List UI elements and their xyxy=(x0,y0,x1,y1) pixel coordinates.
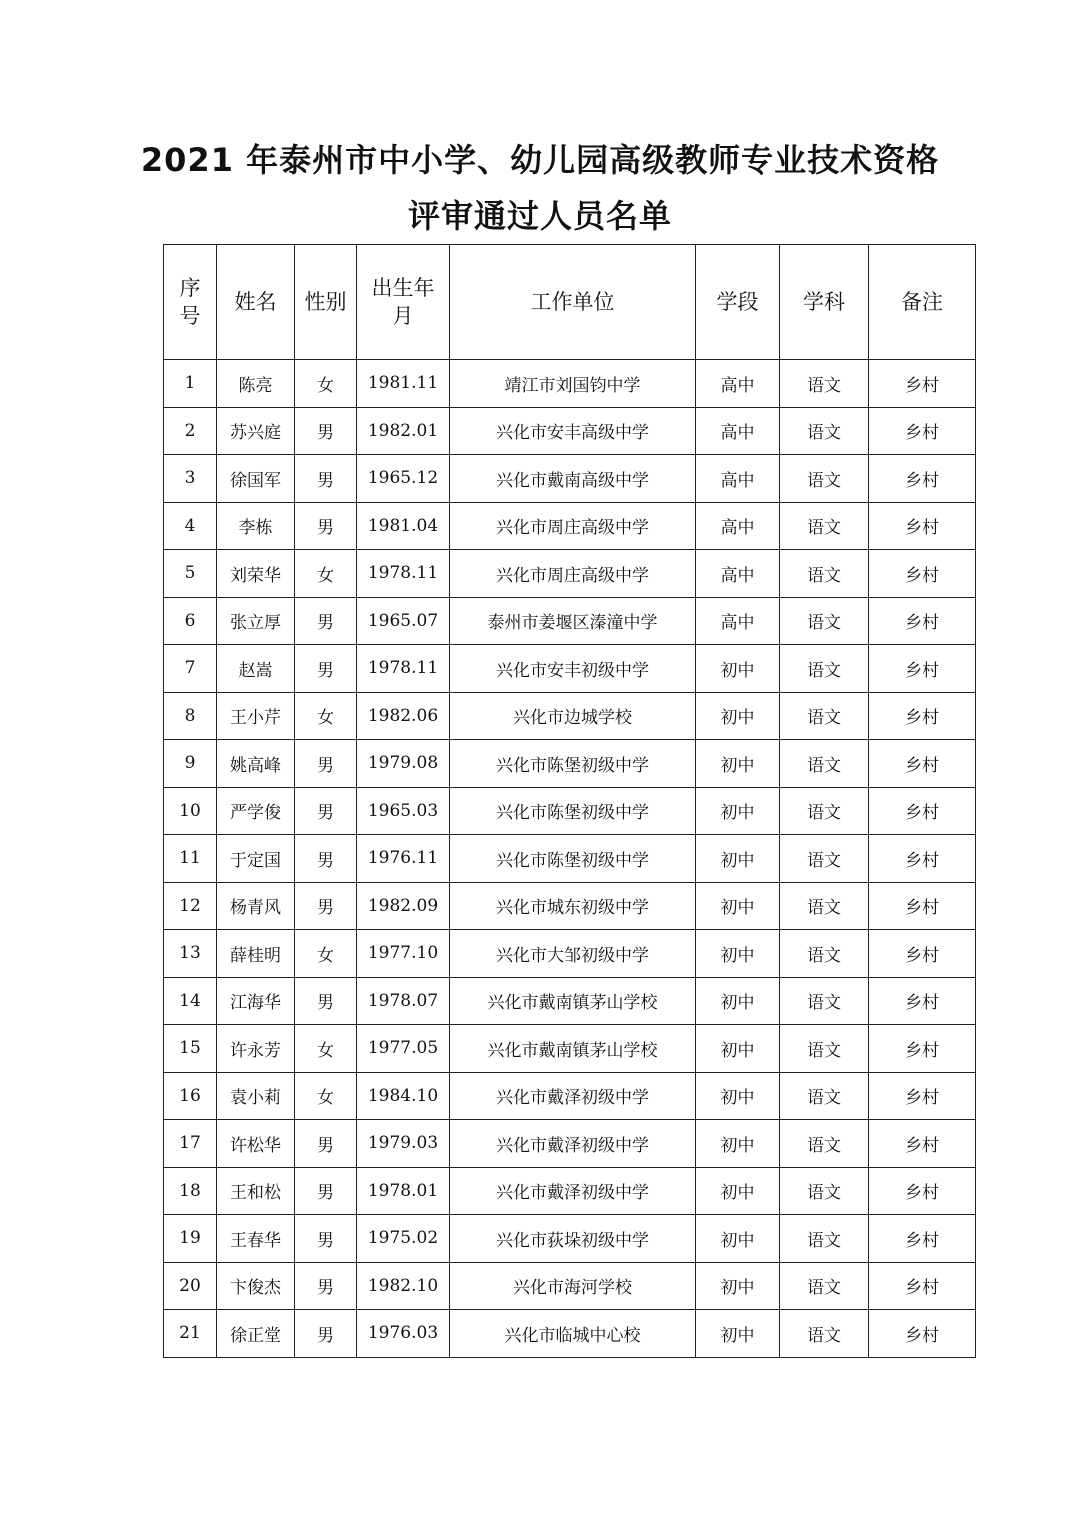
cell-serial: 15 xyxy=(164,1025,217,1073)
cell-birth-date: 1981.11 xyxy=(357,360,450,408)
cell-school-level: 初中 xyxy=(696,882,780,930)
cell-school-level: 初中 xyxy=(696,1215,780,1263)
cell-school-level: 初中 xyxy=(696,835,780,883)
table-row xyxy=(164,740,976,788)
cell-school-level: 高中 xyxy=(696,550,780,598)
cell-serial: 8 xyxy=(164,692,217,740)
cell-remarks: 乡村 xyxy=(869,1215,976,1263)
table-row xyxy=(164,455,976,503)
cell-remarks: 乡村 xyxy=(869,455,976,503)
cell-remarks: 乡村 xyxy=(869,1120,976,1168)
table-row xyxy=(164,502,976,550)
cell-serial: 20 xyxy=(164,1262,217,1310)
table-row xyxy=(164,1215,976,1263)
cell-gender: 男 xyxy=(295,835,357,883)
cell-school-level: 初中 xyxy=(696,1167,780,1215)
header-serial: 序号 xyxy=(164,245,217,360)
cell-gender: 女 xyxy=(295,1025,357,1073)
teacher-roster-table xyxy=(163,244,976,1358)
cell-serial: 2 xyxy=(164,407,217,455)
table-row xyxy=(164,787,976,835)
cell-birth-date: 1979.08 xyxy=(357,740,450,788)
cell-subject: 语文 xyxy=(780,692,869,740)
cell-birth-date: 1979.03 xyxy=(357,1120,450,1168)
cell-remarks: 乡村 xyxy=(869,692,976,740)
table-row xyxy=(164,550,976,598)
cell-birth-date: 1978.07 xyxy=(357,977,450,1025)
cell-remarks: 乡村 xyxy=(869,360,976,408)
table-row xyxy=(164,1072,976,1120)
cell-gender: 男 xyxy=(295,740,357,788)
cell-serial: 14 xyxy=(164,977,217,1025)
table-row xyxy=(164,930,976,978)
cell-work-unit: 兴化市周庄高级中学 xyxy=(450,502,696,550)
cell-birth-date: 1976.11 xyxy=(357,835,450,883)
cell-gender: 男 xyxy=(295,787,357,835)
cell-subject: 语文 xyxy=(780,645,869,693)
cell-serial: 10 xyxy=(164,787,217,835)
cell-school-level: 高中 xyxy=(696,360,780,408)
cell-name: 苏兴庭 xyxy=(217,407,295,455)
cell-work-unit: 兴化市海河学校 xyxy=(450,1262,696,1310)
cell-serial: 18 xyxy=(164,1167,217,1215)
cell-name: 王春华 xyxy=(217,1215,295,1263)
cell-subject: 语文 xyxy=(780,1215,869,1263)
table-row xyxy=(164,597,976,645)
cell-name: 王小芹 xyxy=(217,692,295,740)
cell-serial: 1 xyxy=(164,360,217,408)
cell-serial: 5 xyxy=(164,550,217,598)
header-school-level: 学段 xyxy=(696,245,780,360)
cell-subject: 语文 xyxy=(780,502,869,550)
cell-gender: 女 xyxy=(295,930,357,978)
cell-remarks: 乡村 xyxy=(869,882,976,930)
cell-name: 杨青风 xyxy=(217,882,295,930)
cell-subject: 语文 xyxy=(780,740,869,788)
cell-name: 陈亮 xyxy=(217,360,295,408)
cell-gender: 女 xyxy=(295,360,357,408)
cell-work-unit: 泰州市姜堰区溱潼中学 xyxy=(450,597,696,645)
table-row xyxy=(164,1167,976,1215)
cell-work-unit: 兴化市戴泽初级中学 xyxy=(450,1120,696,1168)
cell-work-unit: 兴化市陈堡初级中学 xyxy=(450,787,696,835)
cell-gender: 男 xyxy=(295,882,357,930)
table-row xyxy=(164,692,976,740)
cell-gender: 男 xyxy=(295,597,357,645)
cell-school-level: 初中 xyxy=(696,930,780,978)
table-body xyxy=(164,360,976,1358)
cell-school-level: 初中 xyxy=(696,1072,780,1120)
cell-name: 薛桂明 xyxy=(217,930,295,978)
cell-serial: 12 xyxy=(164,882,217,930)
cell-birth-date: 1978.01 xyxy=(357,1167,450,1215)
cell-subject: 语文 xyxy=(780,597,869,645)
table-row xyxy=(164,360,976,408)
cell-subject: 语文 xyxy=(780,930,869,978)
cell-school-level: 初中 xyxy=(696,645,780,693)
cell-gender: 女 xyxy=(295,692,357,740)
cell-work-unit: 兴化市周庄高级中学 xyxy=(450,550,696,598)
cell-remarks: 乡村 xyxy=(869,787,976,835)
cell-name: 姚高峰 xyxy=(217,740,295,788)
cell-remarks: 乡村 xyxy=(869,1310,976,1358)
cell-name: 徐国军 xyxy=(217,455,295,503)
cell-work-unit: 兴化市安丰初级中学 xyxy=(450,645,696,693)
cell-remarks: 乡村 xyxy=(869,930,976,978)
cell-subject: 语文 xyxy=(780,1120,869,1168)
cell-gender: 男 xyxy=(295,1215,357,1263)
table-row xyxy=(164,977,976,1025)
cell-serial: 4 xyxy=(164,502,217,550)
cell-work-unit: 兴化市大邹初级中学 xyxy=(450,930,696,978)
cell-work-unit: 兴化市戴南镇茅山学校 xyxy=(450,977,696,1025)
cell-school-level: 高中 xyxy=(696,407,780,455)
cell-remarks: 乡村 xyxy=(869,1262,976,1310)
cell-gender: 男 xyxy=(295,1120,357,1168)
cell-serial: 16 xyxy=(164,1072,217,1120)
cell-name: 李栋 xyxy=(217,502,295,550)
cell-birth-date: 1982.09 xyxy=(357,882,450,930)
cell-school-level: 初中 xyxy=(696,1120,780,1168)
cell-work-unit: 兴化市安丰高级中学 xyxy=(450,407,696,455)
header-remarks: 备注 xyxy=(869,245,976,360)
cell-serial: 13 xyxy=(164,930,217,978)
cell-gender: 男 xyxy=(295,1310,357,1358)
cell-remarks: 乡村 xyxy=(869,550,976,598)
document-title-line-2: 评审通过人员名单 xyxy=(407,197,672,235)
header-birth-date: 出生年月 xyxy=(357,245,450,360)
cell-work-unit: 兴化市边城学校 xyxy=(450,692,696,740)
cell-gender: 男 xyxy=(295,502,357,550)
cell-birth-date: 1984.10 xyxy=(357,1072,450,1120)
cell-birth-date: 1977.05 xyxy=(357,1025,450,1073)
cell-school-level: 高中 xyxy=(696,597,780,645)
cell-remarks: 乡村 xyxy=(869,835,976,883)
table-row xyxy=(164,1120,976,1168)
cell-school-level: 初中 xyxy=(696,1025,780,1073)
cell-subject: 语文 xyxy=(780,1072,869,1120)
cell-serial: 17 xyxy=(164,1120,217,1168)
cell-subject: 语文 xyxy=(780,360,869,408)
cell-birth-date: 1977.10 xyxy=(357,930,450,978)
header-work-unit: 工作单位 xyxy=(450,245,696,360)
cell-work-unit: 兴化市荻垛初级中学 xyxy=(450,1215,696,1263)
cell-birth-date: 1965.12 xyxy=(357,455,450,503)
cell-remarks: 乡村 xyxy=(869,645,976,693)
cell-name: 卞俊杰 xyxy=(217,1262,295,1310)
cell-remarks: 乡村 xyxy=(869,407,976,455)
table-row xyxy=(164,882,976,930)
table-row xyxy=(164,407,976,455)
cell-subject: 语文 xyxy=(780,977,869,1025)
cell-birth-date: 1982.01 xyxy=(357,407,450,455)
table-row xyxy=(164,835,976,883)
cell-subject: 语文 xyxy=(780,787,869,835)
cell-name: 许松华 xyxy=(217,1120,295,1168)
cell-birth-date: 1965.03 xyxy=(357,787,450,835)
header-gender: 性别 xyxy=(295,245,357,360)
cell-name: 张立厚 xyxy=(217,597,295,645)
cell-remarks: 乡村 xyxy=(869,1025,976,1073)
cell-school-level: 初中 xyxy=(696,1262,780,1310)
cell-serial: 11 xyxy=(164,835,217,883)
cell-birth-date: 1976.03 xyxy=(357,1310,450,1358)
cell-birth-date: 1982.10 xyxy=(357,1262,450,1310)
cell-gender: 男 xyxy=(295,645,357,693)
cell-name: 江海华 xyxy=(217,977,295,1025)
cell-work-unit: 兴化市戴南高级中学 xyxy=(450,455,696,503)
cell-name: 王和松 xyxy=(217,1167,295,1215)
cell-subject: 语文 xyxy=(780,407,869,455)
cell-gender: 女 xyxy=(295,550,357,598)
cell-birth-date: 1978.11 xyxy=(357,550,450,598)
cell-work-unit: 兴化市戴泽初级中学 xyxy=(450,1072,696,1120)
header-name: 姓名 xyxy=(217,245,295,360)
cell-school-level: 初中 xyxy=(696,977,780,1025)
cell-school-level: 初中 xyxy=(696,1310,780,1358)
document-title-line-1: 2021 年泰州市中小学、幼儿园高级教师专业技术资格 xyxy=(140,141,940,179)
cell-serial: 7 xyxy=(164,645,217,693)
cell-gender: 男 xyxy=(295,455,357,503)
cell-remarks: 乡村 xyxy=(869,977,976,1025)
cell-name: 许永芳 xyxy=(217,1025,295,1073)
cell-school-level: 初中 xyxy=(696,692,780,740)
table-row xyxy=(164,1025,976,1073)
cell-remarks: 乡村 xyxy=(869,502,976,550)
cell-work-unit: 兴化市陈堡初级中学 xyxy=(450,835,696,883)
cell-subject: 语文 xyxy=(780,1310,869,1358)
cell-serial: 21 xyxy=(164,1310,217,1358)
cell-birth-date: 1965.07 xyxy=(357,597,450,645)
cell-remarks: 乡村 xyxy=(869,740,976,788)
cell-gender: 男 xyxy=(295,977,357,1025)
cell-name: 袁小莉 xyxy=(217,1072,295,1120)
cell-remarks: 乡村 xyxy=(869,597,976,645)
cell-subject: 语文 xyxy=(780,1025,869,1073)
cell-subject: 语文 xyxy=(780,835,869,883)
cell-serial: 19 xyxy=(164,1215,217,1263)
cell-name: 严学俊 xyxy=(217,787,295,835)
cell-subject: 语文 xyxy=(780,882,869,930)
cell-subject: 语文 xyxy=(780,455,869,503)
cell-work-unit: 兴化市戴泽初级中学 xyxy=(450,1167,696,1215)
cell-work-unit: 兴化市陈堡初级中学 xyxy=(450,740,696,788)
cell-serial: 3 xyxy=(164,455,217,503)
cell-subject: 语文 xyxy=(780,550,869,598)
table-row xyxy=(164,1262,976,1310)
table-row xyxy=(164,1310,976,1358)
cell-remarks: 乡村 xyxy=(869,1072,976,1120)
cell-school-level: 初中 xyxy=(696,740,780,788)
cell-name: 赵嵩 xyxy=(217,645,295,693)
table-header-row xyxy=(164,245,976,360)
cell-name: 徐正堂 xyxy=(217,1310,295,1358)
cell-work-unit: 兴化市城东初级中学 xyxy=(450,882,696,930)
cell-remarks: 乡村 xyxy=(869,1167,976,1215)
cell-birth-date: 1982.06 xyxy=(357,692,450,740)
cell-gender: 男 xyxy=(295,407,357,455)
cell-school-level: 高中 xyxy=(696,502,780,550)
table-row xyxy=(164,645,976,693)
cell-gender: 男 xyxy=(295,1262,357,1310)
cell-work-unit: 兴化市戴南镇茅山学校 xyxy=(450,1025,696,1073)
cell-name: 于定国 xyxy=(217,835,295,883)
cell-birth-date: 1978.11 xyxy=(357,645,450,693)
cell-gender: 女 xyxy=(295,1072,357,1120)
cell-subject: 语文 xyxy=(780,1167,869,1215)
cell-subject: 语文 xyxy=(780,1262,869,1310)
header-subject: 学科 xyxy=(780,245,869,360)
cell-school-level: 初中 xyxy=(696,787,780,835)
cell-name: 刘荣华 xyxy=(217,550,295,598)
cell-birth-date: 1975.02 xyxy=(357,1215,450,1263)
cell-work-unit: 兴化市临城中心校 xyxy=(450,1310,696,1358)
cell-birth-date: 1981.04 xyxy=(357,502,450,550)
cell-gender: 男 xyxy=(295,1167,357,1215)
cell-serial: 9 xyxy=(164,740,217,788)
cell-serial: 6 xyxy=(164,597,217,645)
cell-school-level: 高中 xyxy=(696,455,780,503)
cell-work-unit: 靖江市刘国钧中学 xyxy=(450,360,696,408)
